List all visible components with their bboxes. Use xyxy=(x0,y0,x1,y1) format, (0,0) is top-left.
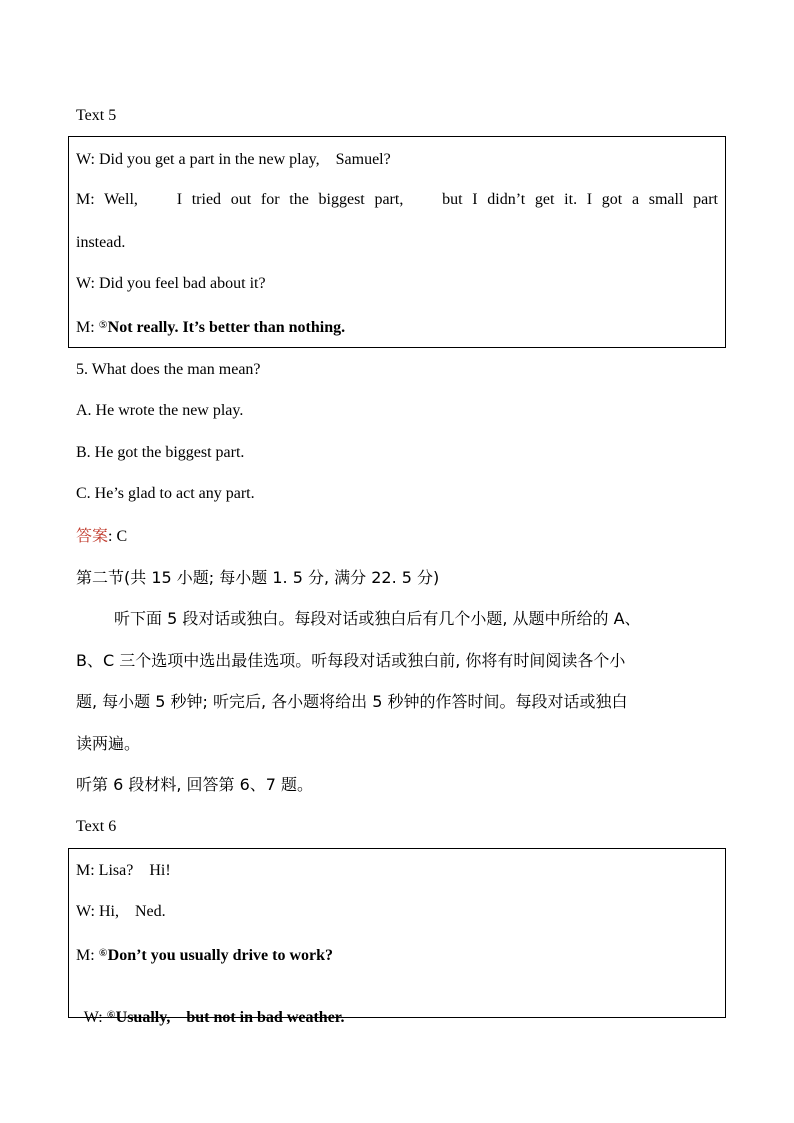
text5-line-1: W: Did you get a part in the new play, Samuel? xyxy=(76,151,391,168)
text5-line-3: instead. xyxy=(76,234,126,251)
text5-title: Text 5 xyxy=(76,107,117,124)
instruction-line-4: 读两遍。 xyxy=(76,734,141,753)
section-2-prompt: 听第 6 段材料, 回答第 6、7 题。 xyxy=(76,775,314,794)
text6-line-4 xyxy=(76,986,344,1028)
answer xyxy=(76,526,127,547)
speaker-label: M: xyxy=(76,319,99,336)
option-a: A. He wrote the new play. xyxy=(76,402,244,419)
text5-line-5 xyxy=(76,316,345,338)
circled-6-icon: ⑥ xyxy=(106,1010,116,1021)
key-sentence: Not really. It’s better than nothing. xyxy=(107,319,346,336)
instruction-line-3: 题, 每小题 5 秒钟; 听完后, 各小题将给出 5 秒钟的作答时间。每段对话或独白 xyxy=(76,692,628,711)
question-5-stem: 5. What does the man mean? xyxy=(76,361,261,378)
speaker-label: W: xyxy=(83,1009,107,1026)
circled-5-icon: ⑤ xyxy=(98,320,108,331)
option-b: B. He got the biggest part. xyxy=(76,444,245,461)
text6-line-1: M: Lisa? Hi! xyxy=(76,862,171,879)
text5-line-4: W: Did you feel bad about it? xyxy=(76,275,266,292)
instruction-line-2: B、C 三个选项中选出最佳选项。听每段对话或独白前, 你将有时间阅读各个小 xyxy=(76,651,626,670)
text6-line-3 xyxy=(76,944,333,966)
text6-title: Text 6 xyxy=(76,818,117,835)
answer-value: : C xyxy=(108,528,128,545)
option-c: C. He’s glad to act any part. xyxy=(76,485,255,502)
text5-line-2: M: Well, I tried out for the biggest part, but I didn’t get it. I got a small part xyxy=(76,191,718,208)
section-2-heading: 第二节(共 15 小题; 每小题 1. 5 分, 满分 22. 5 分) xyxy=(76,568,440,587)
instruction-line-1: 听下面 5 段对话或独白。每段对话或独白后有几个小题, 从题中所给的 A、 xyxy=(114,609,641,628)
answer-label: 答案 xyxy=(76,526,109,545)
key-sentence: Usually, but not in bad weather. xyxy=(115,1009,345,1026)
key-sentence: Don’t you usually drive to work? xyxy=(107,947,333,964)
circled-6-icon: ⑥ xyxy=(98,948,108,959)
text6-line-2: W: Hi, Ned. xyxy=(76,903,166,920)
speaker-label: M: xyxy=(76,947,99,964)
